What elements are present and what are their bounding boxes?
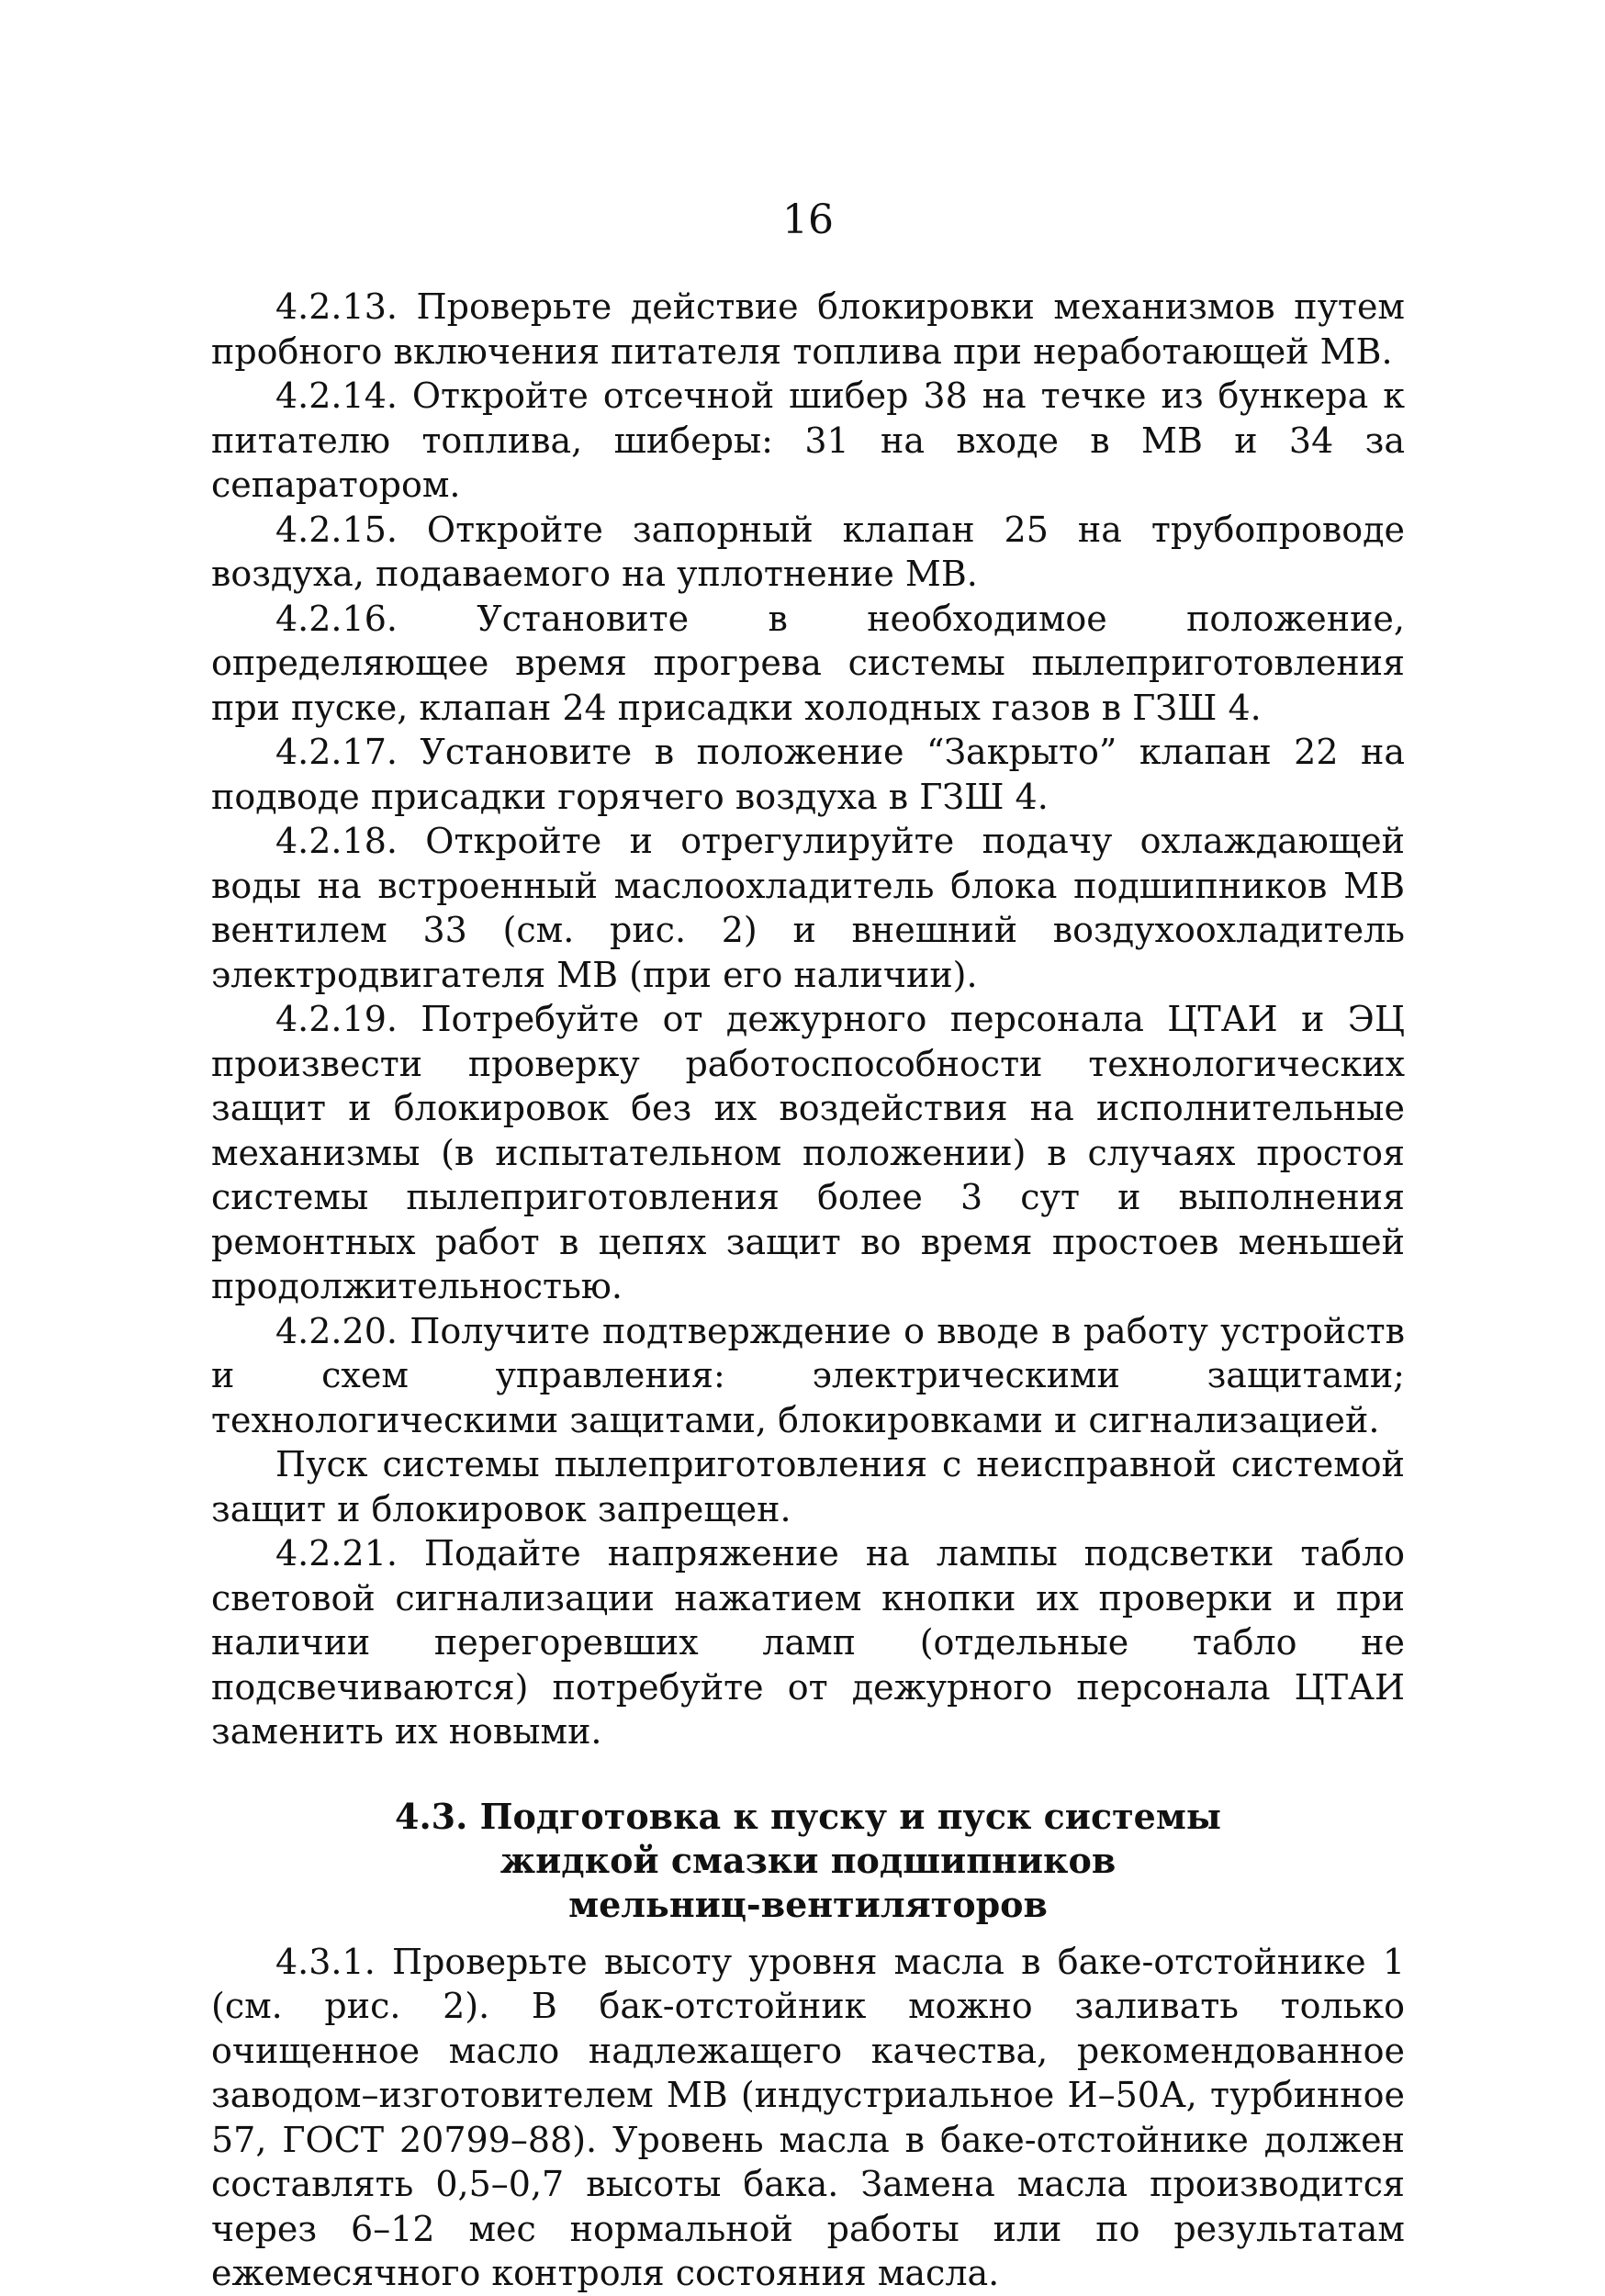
section-heading-line: мельниц-вентиляторов (568, 1883, 1048, 1925)
paragraph-4-2-21: 4.2.21. Подайте напряжение на лампы подсветки табло световой сигнализации нажатием кнопки их проверки и при наличии перегоревших ламп (отдельные табло не подсвечиваются) потребуйте от дежурного персонала ЦТАИ заменить их новыми. (211, 1533, 1405, 1752)
section-heading-line: 4.3. Подготовка к пуску и пуск системы (395, 1795, 1221, 1837)
paragraph-4-2-19: 4.2.19. Потребуйте от дежурного персонала ЦТАИ и ЭЦ произвести проверку работоспособности технологических защит и блокировок без их воздействия на исполнительные механизмы (в испытательном положении) в случаях простоя системы пылеприготовления более 3 сут и выполнения ремонтных работ в цепях защит во время простоев меньшей продолжительностью. (211, 999, 1405, 1306)
paragraph-4-2-13: 4.2.13. Проверьте действие блокировки механизмов путем пробного включения питателя топлива при неработающей МВ. (211, 286, 1405, 372)
section-heading-4-3 (211, 1795, 1405, 1927)
paragraph-start-prohibition: Пуск системы пылеприготовления с неисправной системой защит и блокировок запрещен. (211, 1444, 1405, 1529)
page-number: 16 (782, 196, 834, 243)
document-page (211, 193, 1405, 2293)
paragraph-4-2-18: 4.2.18. Откройте и отрегулируйте подачу охлаждающей воды на встроенный маслоохладитель блока подшипников МВ вентилем 33 (см. рис. 2) и внешний воздухоохладитель электродвигателя МВ (при его наличии). (211, 821, 1405, 995)
paragraph-4-2-14: 4.2.14. Откройте отсечной шибер 38 на течке из бункера к питателю топлива, шиберы: 31 на входе в МВ и 34 за сепаратором. (211, 375, 1405, 505)
paragraph-4-3-1: 4.3.1. Проверьте высоту уровня масла в баке-отстойнике 1 (см. рис. 2). В бак-отстойник можно заливать только очищенное масло надлежащего качества, рекомендованное заводом–изготовителем МВ (индустриальное И–50А, турбинное 57, ГОСТ 20799–88). Уровень масла в баке-отстойнике должен составлять 0,5–0,7 высоты бака. Замена масла производится через 6–12 мес нормальной работы или по результатам ежемесячного контроля состояния масла. (211, 1941, 1405, 2293)
paragraph-4-2-16: 4.2.16. Установите в необходимое положение, определяющее время прогрева системы пылеприготовления при пуске, клапан 24 присадки холодных газов в ГЗШ 4. (211, 598, 1405, 728)
section-heading-line: жидкой смазки подшипников (499, 1839, 1117, 1881)
paragraph-4-2-20: 4.2.20. Получите подтверждение о вводе в работу устройств и схем управления: электрическими защитами; технологическими защитами, блокировками и сигнализацией. (211, 1310, 1405, 1440)
paragraph-4-2-15: 4.2.15. Откройте запорный клапан 25 на трубопроводе воздуха, подаваемого на уплотнение МВ. (211, 509, 1405, 594)
paragraph-4-2-17: 4.2.17. Установите в положение “Закрыто” клапан 22 на подводе присадки горячего воздуха в ГЗШ 4. (211, 732, 1405, 817)
